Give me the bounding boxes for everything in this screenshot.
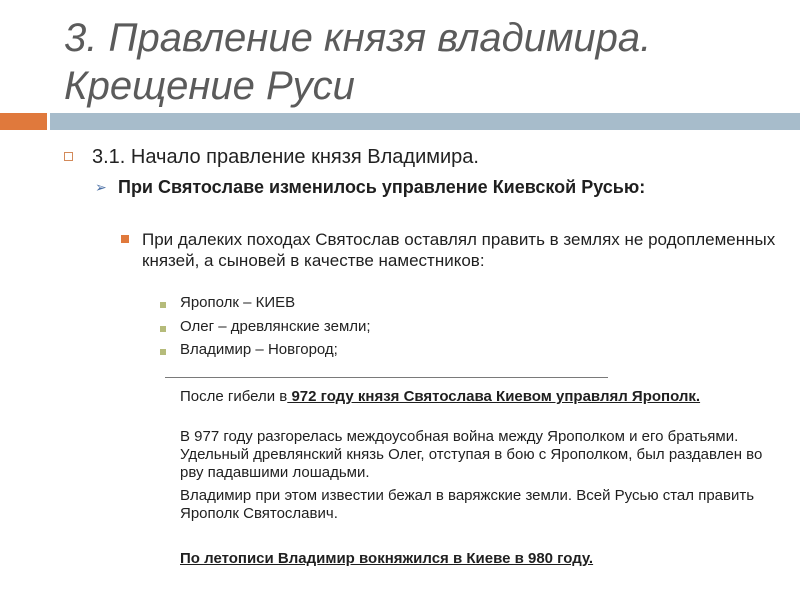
note-paragraph-2: В 977 году разгорелась междоусобная война между Ярополком и его братьями. Удельный древлянский князь Олег, отступая в бою с Ярополком, был раздавлен во рву падавшими лошадьми. xyxy=(180,428,763,481)
small-square-bullet-icon xyxy=(160,302,166,308)
square-bullet-icon xyxy=(64,152,73,161)
small-square-bullet-icon xyxy=(160,326,166,332)
note-paragraph-1-prefix: После гибели в xyxy=(180,388,288,405)
section-divider xyxy=(165,377,608,378)
outline-level1: 3.1. Начало правление князя Владимира. xyxy=(92,146,479,168)
slide-title-line1: 3. Правление князя владимира. xyxy=(64,16,652,60)
note-paragraph-4: По летописи Владимир вокняжился в Киеве в 980 году. xyxy=(180,550,594,567)
sub-list-item-vladimir: Владимир – Новгород; xyxy=(180,341,338,358)
arrow-bullet-icon: ➢ xyxy=(95,179,107,195)
slide-title xyxy=(64,14,784,110)
accent-bar-blue xyxy=(50,113,800,130)
slide-title-line2: Крещение Руси xyxy=(64,64,355,108)
outline-level2: При Святославе изменилось управление Киевской Русью: xyxy=(118,177,646,197)
note-paragraph-3: Владимир при этом известии бежал в варяжские земли. Всей Русью стал править Ярополк Святославич. xyxy=(180,487,755,522)
filled-square-bullet-icon xyxy=(121,235,129,243)
sub-list-item-yaropolk: Ярополк – КИЕВ xyxy=(180,294,296,311)
note-paragraph-1 xyxy=(180,388,780,406)
small-square-bullet-icon xyxy=(160,349,166,355)
sub-list-item-oleg: Олег – древлянские земли; xyxy=(180,318,371,335)
note-paragraph-1-emphasis: 972 году князя Святослава Киевом управлял Ярополк. xyxy=(287,388,701,405)
outline-level3: При далеких походах Святослав оставлял править в землях не родоплеменных князей, а сыновей в качестве наместников: xyxy=(142,230,776,270)
accent-bar-orange xyxy=(0,113,47,130)
